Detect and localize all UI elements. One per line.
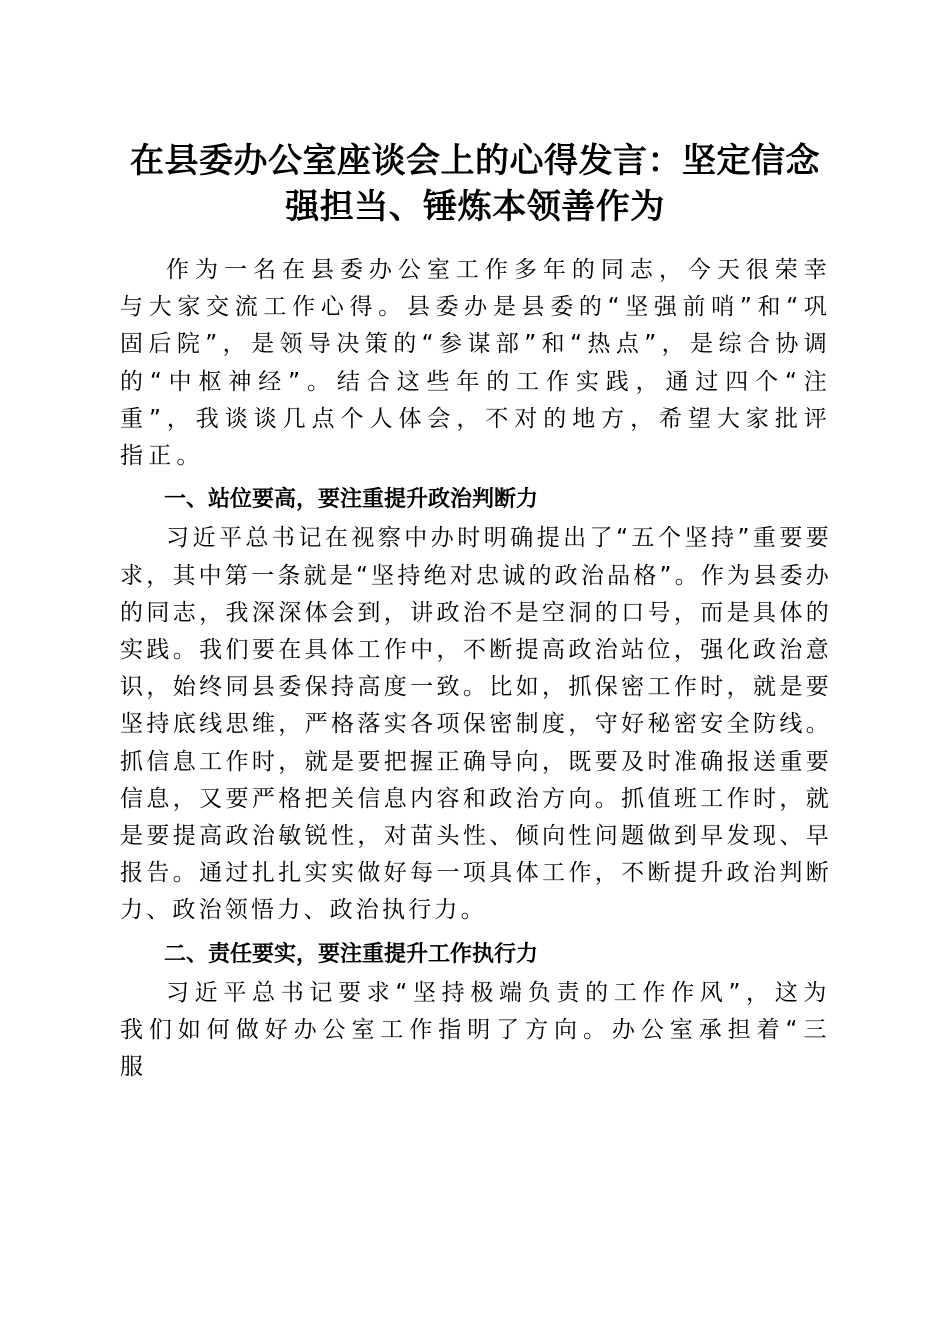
paragraph-section-2: 习近平总书记要求“坚持极端负责的工作作风”，这为我们如何做好办公室工作指明了方向。办公室承担着“三服	[120, 979, 832, 1081]
paragraph-section-1: 习近平总书记在视察中办时明确提出了“五个坚持”重要要求，其中第一条就是“坚持绝对忠诚的政治品格”。作为县委办的同志，我深深体会到，讲政治不是空洞的口号，而是具体的实践。我们要在具体工作中，不断提高政治站位，强化政治意识，始终同县委保持高度一致。比如，抓保密工作时，就是要坚持底线思维，严格落实各项保密制度，守好秘密安全防线。抓信息工作时，就是要把握正确导向，既要及时准确报送重要信息，又要严格把关信息内容和政治方向。抓值班工作时，就是要提高政治敏锐性，对苗头性、倾向性问题做到早发现、早报告。通过扎扎实实做好每一项具体工作，不断提升政治判断力、政治领悟力、政治执行力。	[120, 525, 832, 924]
paragraph-intro: 作为一名在县委办公室工作多年的同志，今天很荣幸与大家交流工作心得。县委办是县委的“坚强前哨”和“巩固后院”，是领导决策的“参谋部”和“热点”，是综合协调的“中枢神经”。结合这些年的工作实践，通过四个“注重”，我谈谈几点个人体会，不对的地方，希望大家批评指正。	[120, 257, 832, 470]
section-heading-1: 一、站位要高，要注重提升政治判断力	[164, 487, 539, 513]
document-title-line-1: 在县委办公室座谈会上的心得发言：坚定信念	[130, 141, 820, 181]
document-title-line-2: 强担当、锤炼本领善作为	[285, 187, 665, 227]
document-body	[120, 252, 832, 1086]
section-heading-2: 二、责任要实，要注重提升工作执行力	[164, 941, 539, 967]
